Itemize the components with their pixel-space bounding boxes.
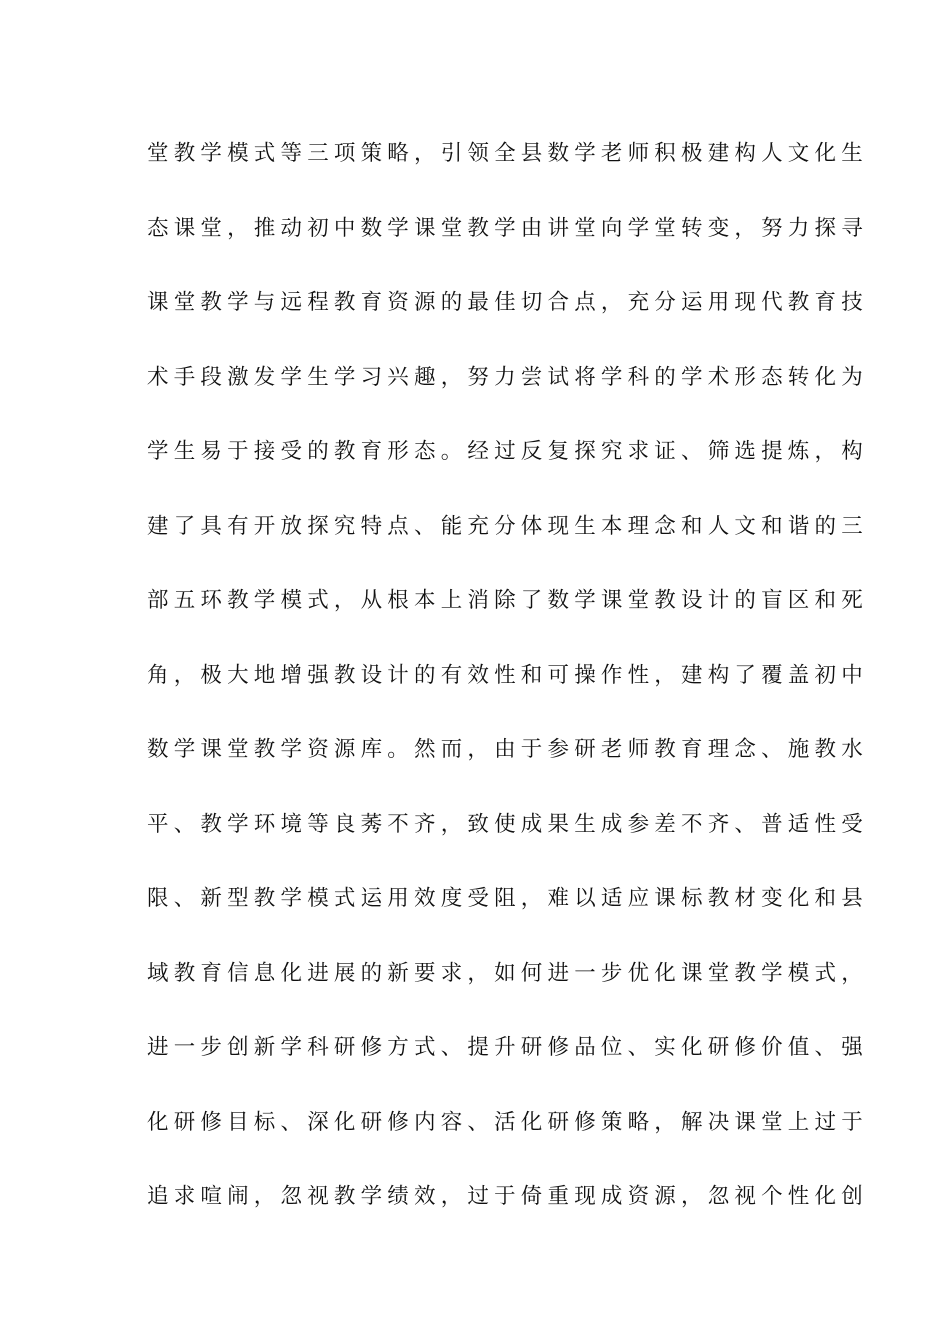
text-line-2: 态课堂，推动初中数学课堂教学由讲堂向学堂转变，努力探寻 (147, 215, 868, 241)
text-line-5: 学生易于接受的教育形态。经过反复探究求证、筛选提炼，构 (147, 439, 868, 464)
text-line-7: 部五环教学模式，从根本上消除了数学课堂教设计的盲区和死 (147, 588, 868, 613)
text-line-13: 进一步创新学科研修方式、提升研修品位、实化研修价值、强 (147, 1035, 868, 1060)
text-line-10: 平、教学环境等良莠不齐，致使成果生成参差不齐、普适性受 (147, 811, 868, 837)
text-line-11: 限、新型教学模式运用效度受阻，难以适应课标教材变化和县 (147, 886, 868, 911)
text-line-8: 角，极大地增强教设计的有效性和可操作性，建构了覆盖初中 (147, 662, 868, 688)
text-line-12: 域教育信息化进展的新要求，如何进一步优化课堂教学模式， (147, 960, 868, 986)
body-paragraph (147, 131, 868, 1249)
text-line-3: 课堂教学与远程教育资源的最佳切合点，充分运用现代教育技 (147, 290, 868, 315)
text-line-4: 术手段激发学生学习兴趣，努力尝试将学科的学术形态转化为 (147, 364, 868, 390)
text-line-9: 数学课堂教学资源库。然而，由于参研老师教育理念、施教水 (147, 737, 868, 762)
text-line-14: 化研修目标、深化研修内容、活化研修策略，解决课堂上过于 (147, 1109, 868, 1135)
text-line-1: 堂教学模式等三项策略，引领全县数学老师积极建构人文化生 (147, 141, 868, 166)
text-line-15: 追求喧闹，忽视教学绩效，过于倚重现成资源，忽视个性化创 (147, 1184, 868, 1209)
text-line-6: 建了具有开放探究特点、能充分体现生本理念和人文和谐的三 (147, 513, 868, 539)
